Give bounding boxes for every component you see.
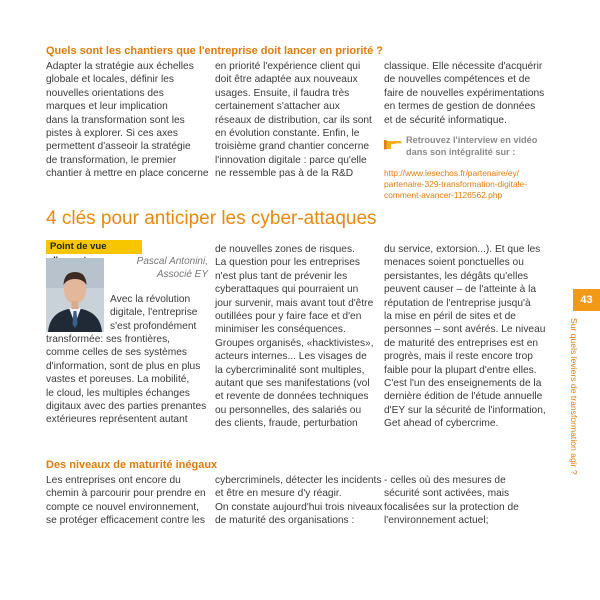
text-line: sécurité sont activées, mais [384,488,510,500]
text-line: cybercriminels, détecter les incidents [215,475,382,486]
text-line: digitale, l'entreprise [110,307,198,319]
text-line: réputation de l'entreprise jusqu'à [384,297,531,309]
text-line: d'EY sur la sécurité de l'information, [384,404,546,416]
text-line: n'est plus tant de prévenir les [215,270,348,282]
link-line[interactable]: comment-avancer-1126562.php [384,189,503,200]
text-line: l'environnement actuel; [384,515,489,527]
text-line: Groupes organisés, «hacktivistes», [215,337,374,349]
text-line: en priorité l'expérience client qui [215,61,361,72]
text-line: cyberattaques qui pourraient un [215,284,359,296]
text-line: globale et locales, définir les [46,74,174,86]
text-line: de nouvelles compétences et de [384,74,531,86]
text-line: de maturité des entreprises est en [384,337,539,349]
text-line: menaces soient ponctuelles ou [384,257,524,269]
text-line: transformée: ses frontières, [46,334,170,345]
text-line: classique. Elle nécessite d'acquérir [384,61,543,72]
text-line: marques et leur implication [46,101,168,113]
text-line: s'est profondément [110,320,197,332]
text-line: Les entreprises ont encore du [46,475,181,486]
text-line: extérieures représentent autant [46,414,188,426]
text-line: réseaux de distribution, car ils sont [215,114,372,126]
text-line: jour survenir, mais avant tout d'être [215,297,374,309]
text-line: en termes de gestion de données [384,101,536,113]
maturity-column-1 [46,474,212,528]
text-line: en évolution constante. Enfin, le [215,128,360,140]
text-line: de transformation, le premier [46,154,177,166]
text-line: vastes et poreuses. La mobilité, [46,374,190,386]
text-line: outillées pour y faire face et d'en [215,311,362,323]
text-line: ne ressemble pas à de la R&D [215,168,354,180]
text-line: du service, extorsion...). Et que les [384,244,541,255]
text-line: pistes à explorer. Si ces axes [46,128,178,140]
expert-badge: Point de vue [46,240,142,254]
priorities-column-2 [215,60,380,181]
author-portrait [46,258,104,332]
text-line: comme celles de ses systèmes [46,347,187,359]
author-role: Associé EY [156,268,208,280]
running-title [568,318,582,498]
text-line: persistantes, les dégâts qu'elles [384,270,529,282]
link-line[interactable]: http://www.lesechos.fr/partenaire/ey/ [384,168,519,178]
cyber-column-2 [215,243,383,431]
text-line: et être en mesure d'y réagir. [215,488,342,500]
text-line: dans la transformation sont les [46,114,185,126]
interview-callout [384,135,544,200]
text-line: faire de nouvelles expérimentations [384,87,545,99]
priorities-column-3 [384,60,554,127]
text-line: minimiser les conséquences. [215,324,346,336]
interview-lead-line: dans son intégralité sur : [406,146,516,157]
text-line: et de sécurité informatique. [384,114,507,126]
section-heading-priorities: Quels sont les chantiers que l'entreprise doit lancer en priorité ? [46,45,383,57]
text-line: chemin à parcourir pour prendre en [46,488,206,500]
text-line: de nouvelles zones de risques. [215,244,355,255]
text-line: - celles où des mesures de [384,475,506,486]
text-line: ou personnelles, des salariés ou [215,404,362,416]
text-line: autant que ses manifestations (vol [215,378,370,390]
article-title: 4 clés pour anticiper les cyber-attaques [46,208,377,229]
text-line: et revente de données techniques [215,391,369,403]
text-line: doit être adaptée aux nouveaux [215,74,358,86]
text-line: focalisées sur la protection de [384,501,519,513]
text-line: La question pour les entreprises [215,257,360,269]
text-line: usages. Ensuite, il faudra très [215,87,350,99]
text-line: C'est l'un des enseignements de la [384,378,542,390]
text-line: chantier à mettre en place concerne [46,168,209,180]
text-line: troisième grand chantier concerne [215,141,370,153]
text-line: progrès, mais il reste encore trop [384,351,533,363]
author-byline [110,256,208,281]
text-line: dernière édition de l'étude annuelle [384,391,543,403]
priorities-column-1 [46,60,211,181]
link-line[interactable]: partenaire-329-transformation-digitale- [384,178,527,189]
text-line: digitaux avec des parties prenantes [46,401,207,413]
text-line: Get ahead of cybercrime. [384,418,499,430]
text-line: nouvelles orientations des [46,87,164,99]
maturity-column-3 [384,474,554,528]
cyber-column-1 [46,333,212,427]
author-name: Pascal Antonini, [136,256,208,267]
text-line: l'innovation digitale : parce qu'elle [215,154,367,166]
interview-link[interactable] [384,168,544,200]
running-title-text: Sur quels leviers de transformation agir ? [569,318,579,475]
cyber-column-1-intro [110,293,210,333]
section-heading-maturity: Des niveaux de maturité inégaux [46,459,218,471]
text-line: la mise en péril de sites et de [384,311,516,323]
pointing-hand-icon [384,136,402,150]
page-number: 43 [573,289,600,311]
text-line: acteurs internes... Les visages de [215,351,367,363]
text-line: personnes – sont avérés. Le niveau [384,324,546,336]
text-line: se protéger efficacement contre les [46,515,205,527]
text-line: certainement s'attacher aux [215,101,340,113]
text-line: permettent d'asseoir la stratégie [46,141,191,153]
text-line: des clients, fraude, perturbation [215,418,358,430]
text-line: Avec la révolution [110,294,191,305]
text-line: compte ce nouvel environnement, [46,501,199,513]
cyber-column-3 [384,243,554,431]
text-line: faible pour la plupart d'entre elles. [384,364,537,376]
text-line: On constate aujourd'hui trois niveaux [215,501,383,513]
interview-lead [406,135,544,158]
text-line: peuvent causer – de l'atteinte à la [384,284,537,296]
text-line: le cloud, les multiples échanges [46,387,190,399]
text-line: la cybercriminalité sont multiples, [215,364,365,376]
maturity-column-2 [215,474,383,528]
text-line: de maturité des organisations : [215,515,355,527]
text-line: d'information, sont de plus en plus [46,360,201,372]
text-line: Adapter la stratégie aux échelles [46,61,194,72]
interview-lead-line: Retrouvez l'interview en vidéo [406,135,538,145]
